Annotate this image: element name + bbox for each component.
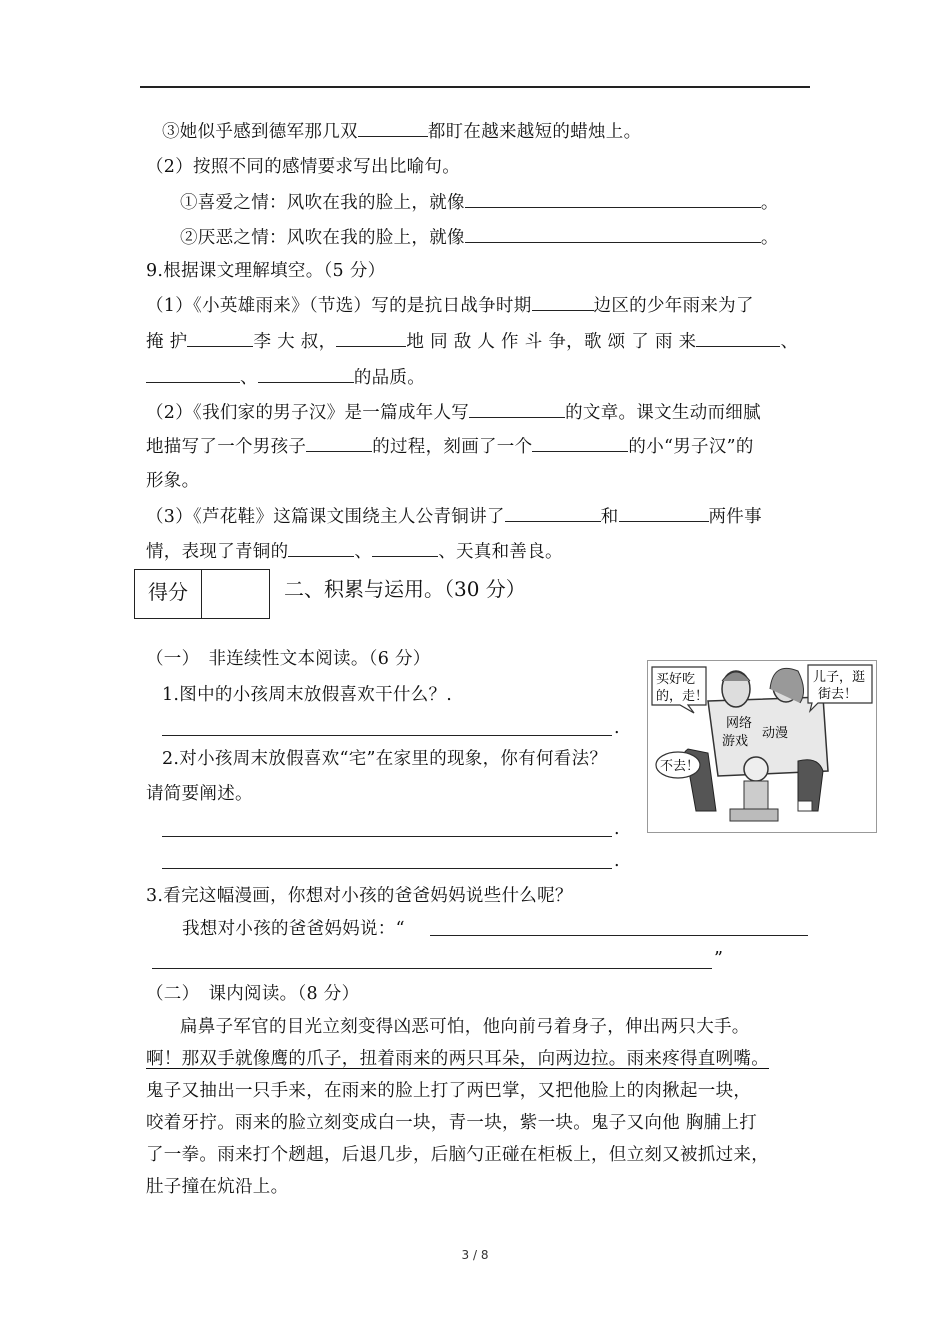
screen-text-1: 网络 [726,716,753,731]
closing-quote: ” [714,949,724,969]
q9-2-line1: （2）《我们家的男子汉》是一篇成年人写 的文章。课文生动而细腻 [146,403,761,423]
simile-disgust: ②厌恶之情：风吹在我的脸上，就像 。 [180,228,779,248]
q9-2-line2: 地描写了一个男孩子 的过程，刻画了一个 的小“男子汉”的 [146,437,754,457]
section-two-heading: 二、积累与运用。（30 分） [284,577,526,601]
blank[interactable] [336,330,406,347]
q9-3-line2: 情，表现了青铜的 、 、天真和善良。 [146,542,563,562]
desk [730,809,778,821]
q8-line-3: ③她似乎感到德军那几双 都盯在越来越短的蜡烛上。 [162,122,642,142]
passage-line-1: 扁鼻子军官的目光立刻变得凶恶可怕，他向前弓着身子，伸出两只大手。 [180,1017,750,1037]
passage-line-6: 肚子撞在炕沿上。 [146,1177,289,1197]
kid-figure [744,757,768,781]
blank[interactable] [532,294,594,311]
blank[interactable] [288,540,354,557]
comic-illustration [647,660,877,833]
passage-line-4: 咬着牙拧。雨来的脸立刻变成白一块，青一块，紫一块。鬼子又向他 胸脯上打 [146,1113,758,1133]
page-number: 3 / 8 [461,1248,489,1262]
passage-line-3: 鬼子又抽出一只手来，在雨来的脸上打了两巴掌，又把他脸上的肉揪起一块， [146,1081,752,1101]
part-one-q3: 3.看完这幅漫画，你想对小孩的爸爸妈妈说些什么呢？ [146,886,573,906]
answer-line[interactable] [430,935,808,936]
blank[interactable] [258,366,354,383]
blank[interactable] [465,191,761,208]
blank[interactable] [372,540,438,557]
part-one-heading: （一） 非连续性文本阅读。（6 分） [146,649,431,669]
answer-line[interactable] [162,868,612,869]
q9-1-line3: 、 的品质。 [146,366,425,389]
blank[interactable] [146,366,240,383]
blank[interactable] [358,120,428,137]
kid-body [744,781,768,809]
q9-1-line1: （1）《小英雄雨来》（节选）写的是抗日战争时期 边区的少年雨来为了 [146,296,754,316]
screen-text-3: 动漫 [762,726,789,741]
part-one-q1: 1.图中的小孩周末放假喜欢干什么？. [162,685,453,705]
blank[interactable] [306,435,372,452]
answer-line-end: . [614,851,620,871]
answer-line-end: . [614,819,620,839]
answer-line[interactable] [152,968,712,969]
blank[interactable] [469,401,565,418]
blank[interactable] [619,505,709,522]
score-label: 得分 [135,570,202,618]
header-rule [140,86,810,88]
bubble-mom-line2: 街去！ [818,687,858,702]
answer-line-end: . [614,718,620,738]
q9-3-line1: （3）《芦花鞋》这篇课文围绕主人公青铜讲了 和 两件事 [146,507,762,527]
bubble-dad-line1: 买好吃 [656,672,696,687]
part-one-q2-line1: 2.对小孩周末放假喜欢“宅”在家里的现象，你有何看法？ [162,749,608,769]
blank[interactable] [696,330,780,347]
box [798,801,812,811]
bubble-kid-text: 不去！ [660,759,700,774]
q9-1-line2: 掩 护 李 大 叔， 地 同 敌 人 作 斗 争，歌 颂 了 雨 来 、 [146,332,799,352]
passage-line-2-underlined: 啊！那双手就像鹰的爪子，扭着雨来的两只耳朵，向两边拉。雨来疼得直咧嘴。 [146,1049,769,1069]
part-one-q2-line2: 请简要阐述。 [146,784,253,804]
score-box [134,569,270,619]
comic-drawing [648,661,876,832]
passage-line-5: 了一拳。雨来打个趔趄，后退几步，后脑勺正碰在柜板上，但立刻又被抓过来， [146,1145,769,1165]
part-two-heading: （二） 课内阅读。（8 分） [146,984,360,1004]
blank[interactable] [505,505,601,522]
bubble-dad-line2: 的，走！ [656,689,709,704]
dad-hair [722,672,750,681]
part-one-q3-prompt: 我想对小孩的爸爸妈妈说：“ [182,919,405,939]
q9-heading: 9.根据课文理解填空。（5 分） [146,261,386,281]
screen-text-2: 游戏 [722,734,749,749]
q9-2-line3: 形象。 [146,471,200,491]
bubble-mom-line1: 儿子，逛 [813,670,866,685]
blank[interactable] [465,226,761,243]
answer-line[interactable] [162,836,612,837]
blank[interactable] [532,435,628,452]
blank[interactable] [187,330,253,347]
answer-line[interactable] [162,735,612,736]
q8-part-2: （2）按照不同的感情要求写出比喻句。 [146,157,461,177]
simile-affection: ①喜爱之情：风吹在我的脸上，就像 。 [180,193,779,213]
